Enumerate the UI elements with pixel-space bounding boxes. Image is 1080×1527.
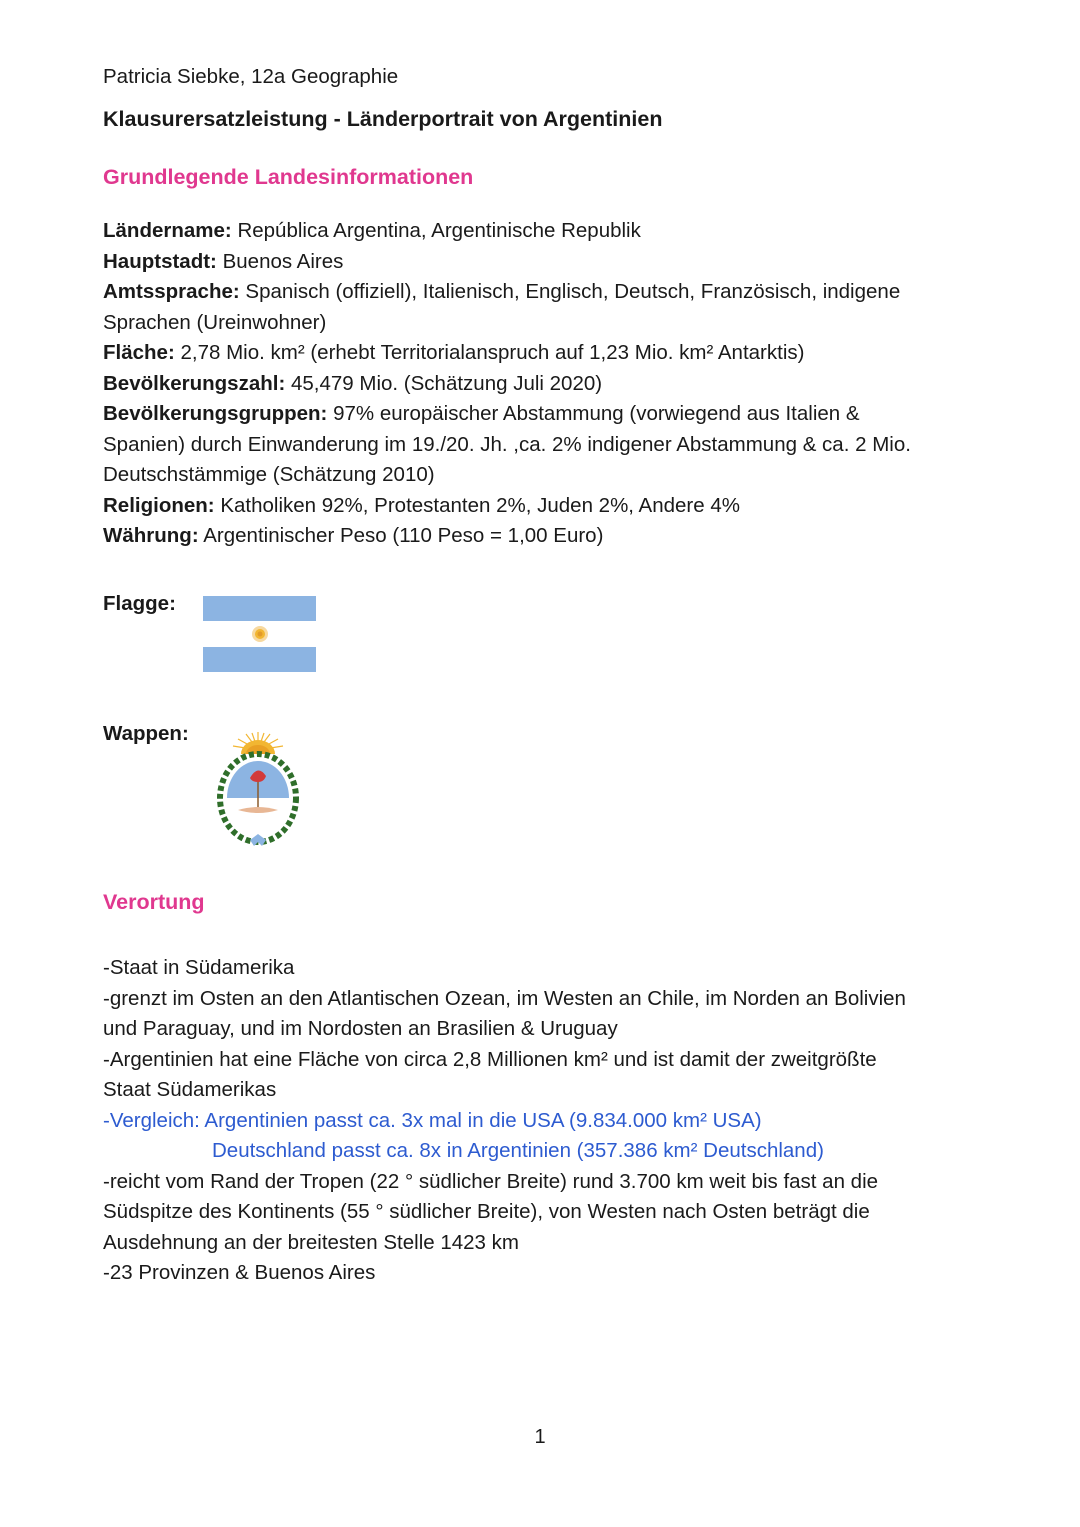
fact-value: Argentinischer Peso (110 Peso = 1,00 Euro) — [203, 524, 604, 547]
flag-label: Flagge: — [103, 591, 176, 615]
fact-capital — [103, 247, 983, 278]
fact-value: República Argentina, Argentinische Republik — [237, 219, 641, 242]
section-heading-location: Verortung — [103, 890, 205, 914]
argentina-flag-image — [203, 596, 316, 672]
sun-rays-icon — [233, 732, 283, 754]
sun-of-may-icon — [252, 626, 268, 642]
page-number: 1 — [534, 1426, 546, 1448]
fact-area — [103, 338, 983, 369]
location-line: -Staat in Südamerika — [103, 956, 295, 979]
fact-value: 97% europäischer Abstammung (vorwiegend aus Italien & — [333, 402, 860, 425]
location-text — [103, 953, 983, 1289]
coat-of-arms-image — [216, 730, 300, 856]
location-line: Staat Südamerikas — [103, 1078, 277, 1101]
comparison-line: -Vergleich: Argentinien passt ca. 3x mal in die USA (9.834.000 km² USA) — [103, 1108, 762, 1132]
location-line: Ausdehnung an der breitesten Stelle 1423 km — [103, 1230, 519, 1254]
fact-language-cont: Sprachen (Ureinwohner) — [103, 310, 327, 334]
location-line: -Argentinien hat eine Fläche von circa 2,8 Millionen km² und ist damit der zweitgrößte — [103, 1047, 877, 1071]
fact-language — [103, 277, 983, 308]
fact-value: 2,78 Mio. km² (erhebt Territorialanspruch auf 1,23 Mio. km² Antarktis) — [180, 341, 805, 364]
fact-population-groups-cont2: Deutschstämmige (Schätzung 2010) — [103, 463, 435, 486]
fact-value: Katholiken 92%, Protestanten 2%, Juden 2%, Andere 4% — [220, 493, 740, 517]
location-line: -reicht vom Rand der Tropen (22 ° südlicher Breite) rund 3.700 km weit bis fast an die — [103, 1169, 879, 1193]
location-line: -grenzt im Osten an den Atlantischen Ozean, im Westen an Chile, im Norden an Bolivien — [103, 986, 906, 1010]
fact-label: Bevölkerungszahl: — [103, 371, 286, 395]
fact-population-groups-cont: Spanien) durch Einwanderung im 19./20. Jh. ,ca. 2% indigener Abstammung & ca. 2 Mio. — [103, 432, 911, 456]
page-content — [103, 62, 983, 745]
fact-label: Währung: — [103, 524, 199, 547]
fact-label: Religionen: — [103, 493, 215, 517]
fact-value: 45,479 Mio. (Schätzung Juli 2020) — [290, 371, 603, 395]
fact-label: Ländername: — [103, 219, 232, 242]
fact-currency — [103, 521, 983, 552]
comparison-line: Deutschland passt ca. 8x in Argentinien (357.386 km² Deutschland) — [212, 1139, 824, 1162]
fact-label: Fläche: — [103, 341, 175, 364]
fact-value: Spanisch (offiziell), Italienisch, Englisch, Deutsch, Französisch, indigene — [245, 280, 901, 303]
location-line: und Paraguay, und im Nordosten an Brasilien & Uruguay — [103, 1017, 618, 1040]
location-line: Südspitze des Kontinents (55 ° südlicher Breite), von Westen nach Osten beträgt die — [103, 1200, 870, 1223]
section-heading-basic-info: Grundlegende Landesinformationen — [103, 165, 474, 189]
fact-population-groups — [103, 399, 983, 430]
coat-of-arms-label: Wappen: — [103, 721, 189, 745]
fact-population — [103, 369, 983, 400]
section-location — [103, 887, 983, 1289]
fact-value: Buenos Aires — [222, 249, 344, 273]
fact-label: Bevölkerungsgruppen: — [103, 402, 328, 425]
fact-religion — [103, 491, 983, 522]
author-line: Patricia Siebke, 12a Geographie — [103, 65, 399, 88]
location-line: -23 Provinzen & Buenos Aires — [103, 1261, 376, 1284]
facts-list — [103, 216, 983, 552]
fact-label: Amtssprache: — [103, 280, 240, 303]
document-title: Klausurersatzleistung - Länderportrait von Argentinien — [103, 107, 663, 131]
fact-country-name — [103, 216, 983, 247]
fact-label: Hauptstadt: — [103, 249, 217, 273]
